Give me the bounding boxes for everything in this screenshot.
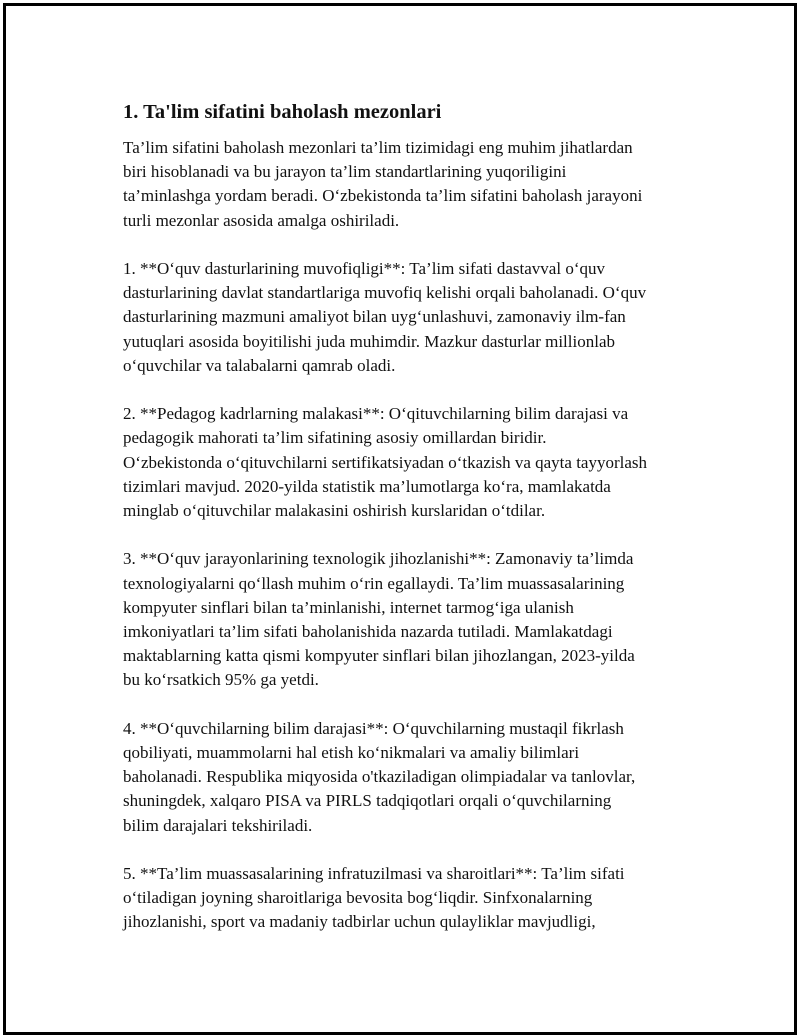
document-body xyxy=(123,98,703,959)
text-line: baholanadi. Respublika miqyosida o'tkaziladigan olimpiadalar va tanlovlar, xyxy=(123,767,636,787)
text-line: dasturlarining davlat standartlariga muvofiq kelishi orqali baholanadi. O‘quv xyxy=(123,283,647,303)
text-line: dasturlarining mazmuni amaliyot bilan uyg‘unlashuvi, zamonaviy ilm-fan xyxy=(123,307,626,327)
text-line: qobiliyati, muammolarni hal etish ko‘nikmalari va amaliy bilimlari xyxy=(123,743,580,763)
text-line: texnologiyalarni qo‘llash muhim o‘rin egallaydi. Ta’lim muassasalarining xyxy=(123,573,625,593)
text-line: o‘tiladigan joyning sharoitlariga bevosita bog‘liqdir. Sinfxonalarning xyxy=(123,888,593,908)
text-line: imkoniyatlari ta’lim sifati baholanishida nazarda tutiladi. Mamlakatdagi xyxy=(123,622,613,642)
text-line: pedagogik mahorati ta’lim sifatining asosiy omillardan biridir. xyxy=(123,428,547,448)
text-line: minglab o‘qituvchilar malakasini oshirish kurslaridan o‘tdilar. xyxy=(123,501,546,521)
page-frame xyxy=(3,3,797,1035)
text-line: maktablarning katta qismi kompyuter sinflari bilan jihozlangan, 2023-yilda xyxy=(123,646,635,666)
criterion-paragraph xyxy=(123,257,703,378)
paragraph-list xyxy=(123,136,703,935)
intro-paragraph xyxy=(123,136,703,233)
text-line: 3. **O‘quv jarayonlarining texnologik jihozlanishi**: Zamonaviy ta’limda xyxy=(123,549,634,569)
text-line: Ta’lim sifatini baholash mezonlari ta’lim tizimidagi eng muhim jihatlardan xyxy=(123,138,633,157)
criterion-paragraph xyxy=(123,717,703,838)
text-line: 5. **Ta’lim muassasalarining infratuzilmasi va sharoitlari**: Ta’lim sifati xyxy=(123,864,625,884)
criterion-paragraph xyxy=(123,547,703,692)
text-line: 2. **Pedagog kadrlarning malakasi**: O‘qituvchilarning bilim darajasi va xyxy=(123,404,629,424)
text-line: bilim darajalari tekshiriladi. xyxy=(123,815,313,835)
text-line: ta’minlashga yordam beradi. O‘zbekistonda ta’lim sifatini baholash jarayoni xyxy=(123,186,643,206)
text-line: kompyuter sinflari bilan ta’minlanishi, internet tarmog‘iga ulanish xyxy=(123,597,574,617)
text-line: 1. **O‘quv dasturlarining muvofiqligi**: Ta’lim sifati dastavval o‘quv xyxy=(123,259,605,278)
criterion-paragraph xyxy=(123,862,703,935)
text-line: 4. **O‘quvchilarning bilim darajasi**: O‘quvchilarning mustaqil fikrlash xyxy=(123,718,624,738)
text-line: o‘quvchilar va talabalarni qamrab oladi. xyxy=(123,355,396,375)
text-line: turli mezonlar asosida amalga oshiriladi. xyxy=(123,210,400,230)
text-line: biri hisoblanadi va bu jarayon ta’lim standartlarining yuqoriligini xyxy=(123,162,567,182)
section-heading: 1. Ta'lim sifatini baholash mezonlari xyxy=(123,101,442,123)
text-line: O‘zbekistonda o‘qituvchilarni sertifikatsiyadan o‘tkazish va qayta tayyorlash xyxy=(123,452,648,472)
text-line: shuningdek, xalqaro PISA va PIRLS tadqiqotlari orqali o‘quvchilarning xyxy=(123,791,612,811)
text-line: tizimlari mavjud. 2020-yilda statistik ma’lumotlarga ko‘ra, mamlakatda xyxy=(123,476,611,496)
text-line: jihozlanishi, sport va madaniy tadbirlar uchun qulayliklar mavjudligi, xyxy=(123,912,596,932)
criterion-paragraph xyxy=(123,402,703,523)
text-line: bu ko‘rsatkich 95% ga yetdi. xyxy=(123,670,319,690)
text-line: yutuqlari asosida boyitilishi juda muhimdir. Mazkur dasturlar millionlab xyxy=(123,331,615,351)
